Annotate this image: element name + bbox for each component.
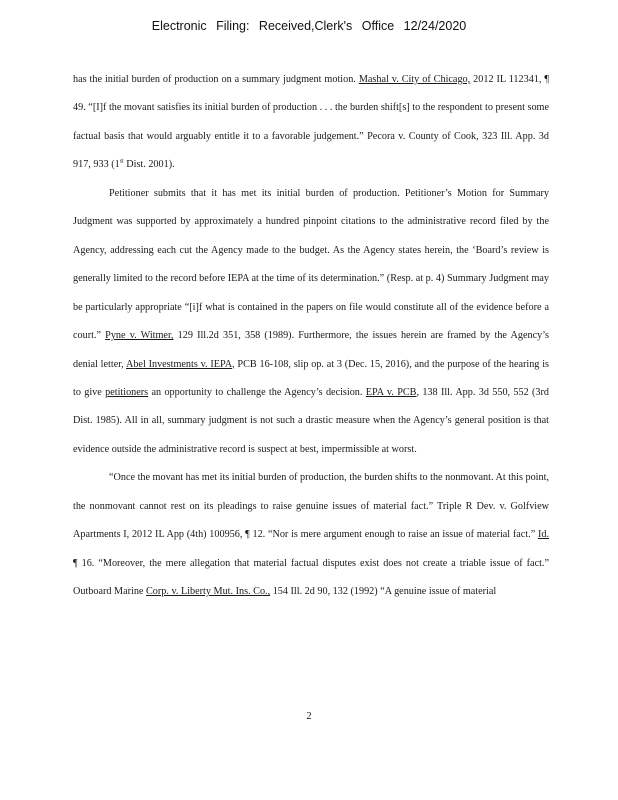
paragraph-1-text-1: has the initial burden of production on a summary judgment motion. [73, 74, 356, 85]
page-number: 2 [306, 711, 312, 722]
citation-pyne: Pyne v. Witmer, [105, 330, 174, 342]
paragraph-2-text-3: PCB 16-108, slip op. at 3 (Dec. 15, 2016), and the purpose of the hearing is to give [73, 358, 549, 398]
paragraph-1-text-2: 2012 IL 112341, ¶ 49. “[I]f the movant satisfies its initial burden of production . . . the burden shift[s] to the respondent to present some factual basis that would arguably entitle it to a favorable judgement.” Pecora v. County of Cook, 323 Ill. App. 3d 917, 933 (1 [73, 74, 550, 171]
paragraph-2-text-4: an opportunity to challenge the Agency’s decision. [148, 386, 366, 398]
paragraph-1 [73, 66, 549, 180]
paragraph-3-text-3: 154 Ill. 2d 90, 132 (1992) “A genuine issue of material [270, 586, 497, 598]
paragraph-3-text-2: ¶ 16. “Moreover, the mere allegation that material factual disputes exist does not create a triable issue of fact.” Outboard Marine [73, 557, 549, 598]
citation-outboard-marine: Corp. v. Liberty Mut. Ins. Co., [146, 586, 271, 598]
citation-epa-pcb: EPA v. PCB [365, 386, 417, 398]
filing-stamp-header: Electronic Filing: Received,Clerk's Office 12/24/2020 [151, 19, 467, 33]
citation-abel: Abel Investments v. IEPA, [125, 358, 235, 370]
ordinal-superscript: st [119, 158, 124, 165]
paragraph-2-text-2: 129 Ill.2d 351, 358 (1989). Furthermore, the issues herein are framed by the Agency’s denial letter, [73, 330, 549, 370]
paragraph-3-text-1: “Once the movant has met its initial burden of production, the burden shifts to the nonmovant. At this point, the nonmovant cannot rest on its pleadings to raise genuine issues of material fact.” Triple R Dev. v. Golfview Apartments I, 2012 IL App (4th) 100956, ¶ 12. “Nor is mere argument enough to raise an issue of material fact.” [73, 472, 549, 541]
paragraph-2 [73, 180, 549, 465]
paragraph-2-text-5: , 138 Ill. App. 3d 550, 552 (3rd Dist. 1985). All in all, summary judgment is not such a drastic measure when the Agency’s general position is that evidence outside the administrative record is suspect at best, impermissible at worst. [73, 386, 550, 455]
paragraph-2-text-1: Petitioner submits that it has met its initial burden of production. Petitioner’s Motion for Summary Judgment was supported by approximately a hundred pinpoint citations to the administrative record filed by the Agency, addressing each cut the Agency made to the budget. As the Agency states herein, the ‘Board’s review is generally limited to the record before IEPA at the time of its determination.” (Resp. at p. 4) Summary Judgment may be particularly appropriate “[i]f what is contained in the papers on file would constitute all of the evidence before a court.” [73, 187, 549, 342]
paragraph-3 [73, 464, 549, 606]
citation-id: Id. [537, 529, 549, 541]
paragraph-1-text-3: Dist. 2001). [123, 159, 175, 171]
document-body [73, 66, 549, 607]
citation-petitioners: petitioners [105, 386, 149, 398]
citation-mashal: Mashal v. City of Chicago, [358, 74, 471, 85]
